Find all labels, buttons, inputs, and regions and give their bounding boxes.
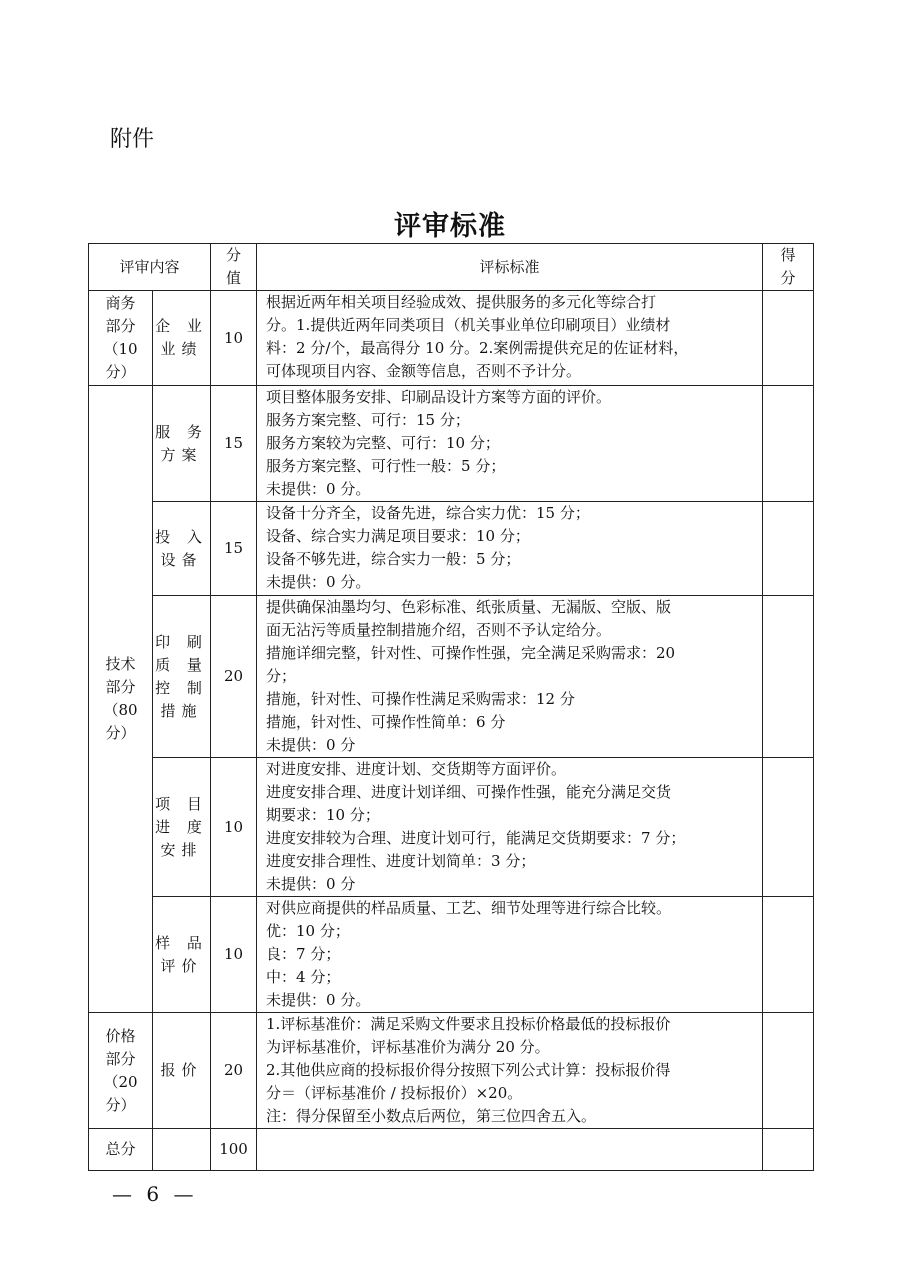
header-score: 分 值 (211, 244, 257, 291)
section-business: 商务 部分 （10 分） (89, 291, 153, 386)
empty-cell (257, 1129, 763, 1171)
section-price: 价格 部分 （20 分） (89, 1013, 153, 1129)
score-cell[interactable] (763, 502, 814, 596)
item-score: 10 (211, 758, 257, 897)
header-content: 评审内容 (89, 244, 211, 291)
document-title: 评审标准 (394, 211, 506, 242)
score-cell[interactable] (763, 596, 814, 758)
header-criteria: 评标标准 (257, 244, 763, 291)
table-row (89, 1013, 814, 1129)
criteria-text: 设备十分齐全，设备先进，综合实力优：15 分； 设备、综合实力满足项目要求：10 分； 设备不够先进，综合实力一般：5 分； 未提供：0 分。 (257, 502, 763, 596)
total-row (89, 1129, 814, 1171)
empty-cell (153, 1129, 211, 1171)
item-name: 服 务 方案 (153, 386, 211, 502)
total-score: 100 (211, 1129, 257, 1171)
criteria-text: 对进度安排、进度计划、交货期等方面评价。 进度安排合理、进度计划详细、可操作性强，能充分满足交货 期要求：10 分； 进度安排较为合理、进度计划可行，能满足交货期要求：7 分； 进度安排合理性、进度计划简单：3 分； 未提供：0 分 (257, 758, 763, 897)
table-row (89, 502, 814, 596)
item-name: 报价 (153, 1013, 211, 1129)
item-name: 企 业 业绩 (153, 291, 211, 386)
item-name: 样 品 评价 (153, 897, 211, 1013)
item-name: 投 入 设备 (153, 502, 211, 596)
attachment-label: 附件 (110, 127, 155, 152)
item-score: 15 (211, 502, 257, 596)
score-cell[interactable] (763, 386, 814, 502)
table-row (89, 897, 814, 1013)
table-header-row (89, 244, 814, 291)
item-score: 10 (211, 897, 257, 1013)
table-row (89, 596, 814, 758)
section-technical: 技术 部分 （80 分） (89, 386, 153, 1013)
criteria-text: 对供应商提供的样品质量、工艺、细节处理等进行综合比较。 优：10 分； 良：7 分； 中：4 分； 未提供：0 分。 (257, 897, 763, 1013)
item-score: 10 (211, 291, 257, 386)
page-number: — 6 — (112, 1182, 198, 1206)
score-cell[interactable] (763, 758, 814, 897)
score-cell[interactable] (763, 1013, 814, 1129)
total-got-cell[interactable] (763, 1129, 814, 1171)
item-score: 20 (211, 596, 257, 758)
item-score: 15 (211, 386, 257, 502)
table-row (89, 758, 814, 897)
item-score: 20 (211, 1013, 257, 1129)
total-label: 总分 (89, 1129, 153, 1171)
score-cell[interactable] (763, 897, 814, 1013)
criteria-text: 根据近两年相关项目经验成效、提供服务的多元化等综合打 分。1.提供近两年同类项目（机关事业单位印刷项目）业绩材 料：2 分/个，最高得分 10 分。2.案例需提供充足的佐证材料， 可体现项目内容、金额等信息，否则不予计分。 (257, 291, 763, 386)
item-name: 印 刷 质 量 控 制 措施 (153, 596, 211, 758)
criteria-text: 提供确保油墨均匀、色彩标准、纸张质量、无漏版、空版、版 面无沾污等质量控制措施介绍，否则不予认定给分。 措施详细完整，针对性、可操作性强，完全满足采购需求：20 分； 措施，针对性、可操作性满足采购需求：12 分 措施，针对性、可操作性简单：6 分 未提供：0 分 (257, 596, 763, 758)
criteria-text: 项目整体服务安排、印刷品设计方案等方面的评价。 服务方案完整、可行：15 分； 服务方案较为完整、可行：10 分； 服务方案完整、可行性一般：5 分； 未提供：0 分。 (257, 386, 763, 502)
score-cell[interactable] (763, 291, 814, 386)
table-row (89, 386, 814, 502)
item-name: 项 目 进 度 安排 (153, 758, 211, 897)
header-got: 得 分 (763, 244, 814, 291)
criteria-table (88, 243, 814, 1171)
criteria-text: 1.评标基准价：满足采购文件要求且投标价格最低的投标报价 为评标基准价，评标基准价为满分 20 分。 2.其他供应商的投标报价得分按照下列公式计算：投标报价得 分＝（评标基准价 / 投标报价）×20。 注：得分保留至小数点后两位，第三位四舍五入。 (257, 1013, 763, 1129)
table-row (89, 291, 814, 386)
